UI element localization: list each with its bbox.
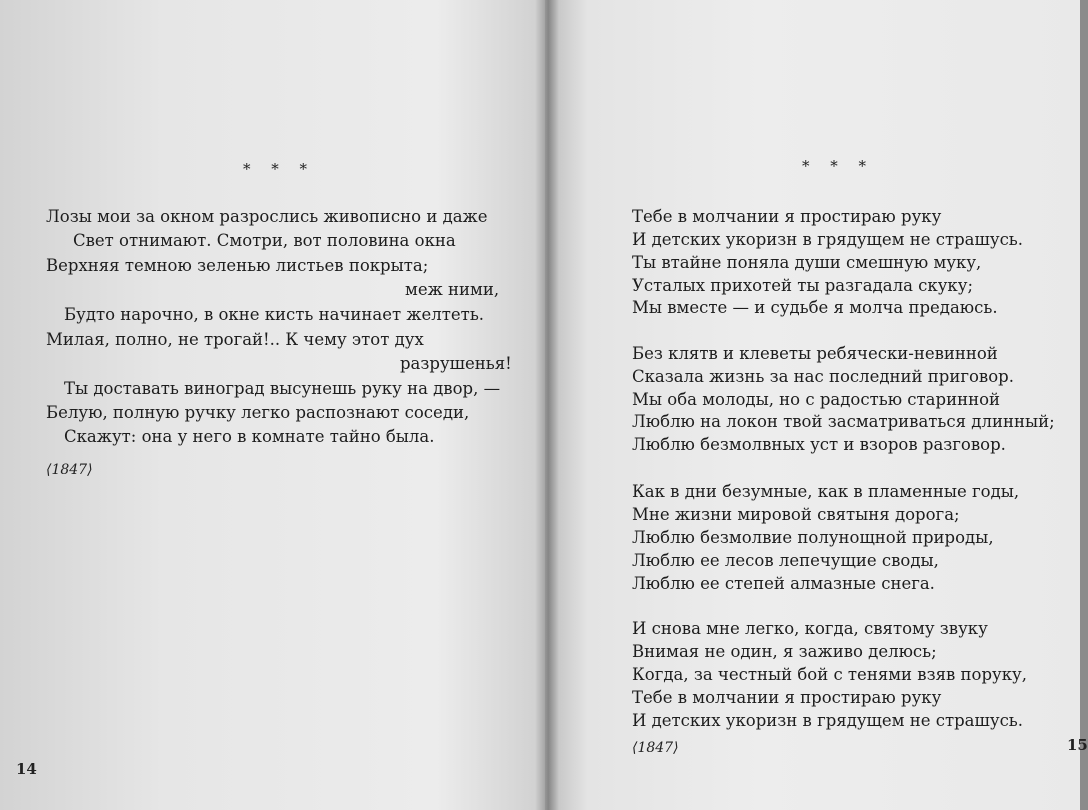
poem-line: Будто нарочно, в окне кисть начинает желтеть. (64, 305, 485, 324)
poem-line: разрушенья! (400, 354, 512, 373)
poem-line: Люблю ее лесов лепечущие своды, (632, 551, 939, 570)
poem-line: Ты втайне поняла души смешную муку, (632, 253, 982, 272)
poem-line: Белую, полную ручку легко распознают соседи, (46, 403, 470, 422)
page-number: 14 (16, 760, 37, 778)
poem-line: И детских укоризн в грядущем не страшусь. (632, 711, 1024, 730)
poem-line: Когда, за честный бой с тенями взяв поруку, (632, 665, 1028, 684)
poem-line: Лозы мои за окном разрослись живописно и даже (46, 207, 488, 226)
poem-line: Мы оба молоды, но с радостью старинной (632, 390, 1000, 409)
poem-line: Люблю ее степей алмазные снега. (632, 574, 935, 593)
poem-line: Мы вместе — и судьбе я молча предаюсь. (632, 298, 998, 317)
poem-line: Люблю на локон твой засматриваться длинный; (632, 412, 1055, 431)
poem-date: ⟨1847⟩ (632, 740, 679, 756)
right-page (545, 0, 1088, 810)
poem-line: Верхняя темною зеленью листьев покрыта; (46, 256, 429, 275)
poem-line: меж ними, (405, 280, 500, 299)
poem-line: Ты доставать виноград высунешь руку на двор, — (64, 379, 501, 398)
poem-line: Тебе в молчании я простираю руку (632, 688, 942, 707)
poem-line: Внимая не один, я заживо делюсь; (632, 642, 937, 661)
poem-line: Мне жизни мировой святыня дорога; (632, 505, 960, 524)
poem-date: ⟨1847⟩ (46, 462, 93, 478)
poem-line: Скажут: она у него в комнате тайно была. (64, 427, 435, 446)
poem-line: Тебе в молчании я простираю руку (632, 207, 942, 226)
poem-line: Свет отнимают. Смотри, вот половина окна (73, 231, 456, 250)
page-number: 15 (1067, 736, 1088, 754)
poem-line: И снова мне легко, когда, святому звуку (632, 619, 988, 638)
poem-line: Милая, полно, не трогай!.. К чему этот дух (46, 330, 424, 349)
section-stars: * * * (802, 157, 875, 175)
poem-line: Усталых прихотей ты разгадала скуку; (632, 276, 974, 295)
poem-line: Сказала жизнь за нас последний приговор. (632, 367, 1014, 386)
poem-line: Люблю безмолвие полунощной природы, (632, 528, 994, 547)
poem-line: И детских укоризн в грядущем не страшусь. (632, 230, 1024, 249)
section-stars: * * * (243, 160, 316, 178)
poem-line: Люблю безмолвных уст и взоров разговор. (632, 435, 1006, 454)
book-gutter (535, 0, 559, 810)
poem-line: Без клятв и клеветы ребячески-невинной (632, 344, 998, 363)
poem-line: Как в дни безумные, как в пламенные годы, (632, 482, 1020, 501)
